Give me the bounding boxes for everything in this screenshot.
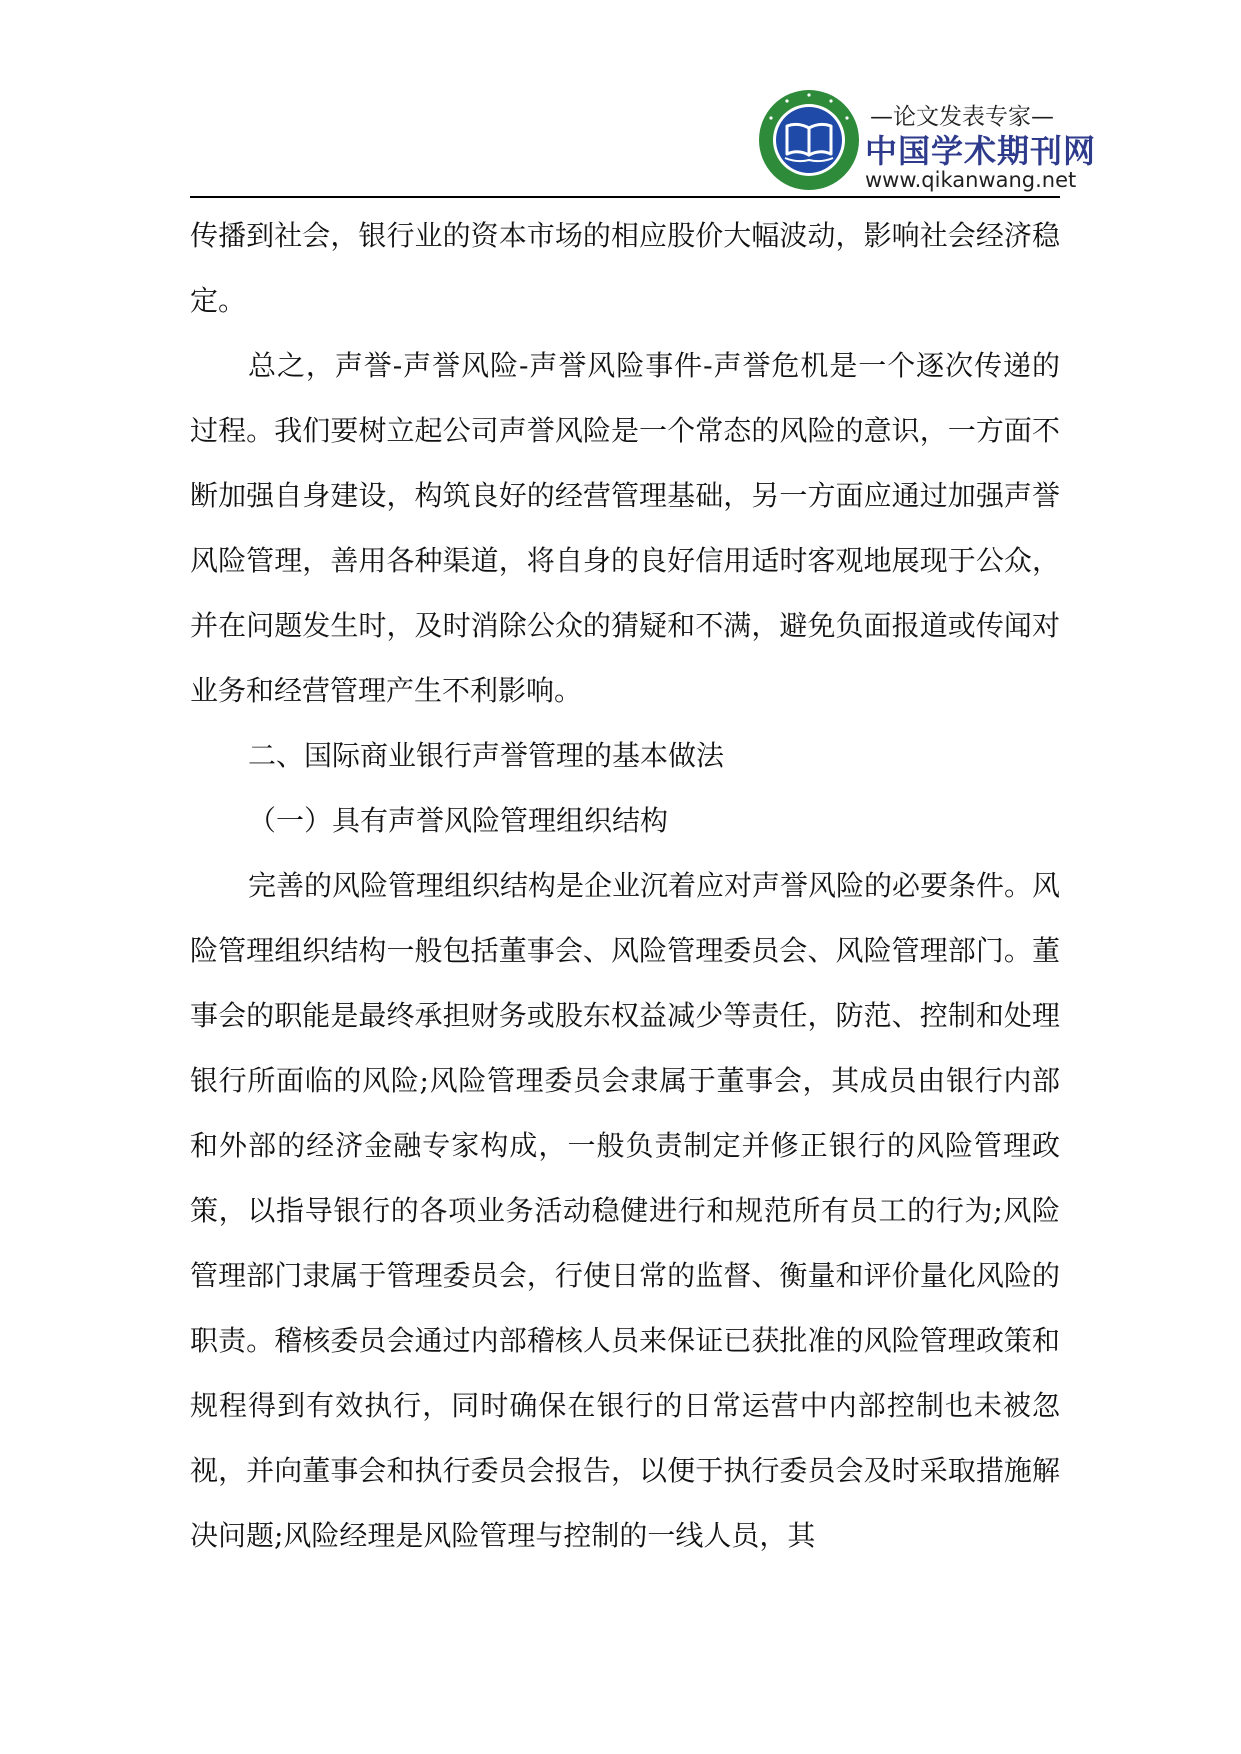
paragraph: 总之，声誉-声誉风险-声誉风险事件-声誉危机是一个逐次传递的过程。我们要树立起公司声誉风险是一个常态的风险的意识，一方面不断加强自身建设，构筑良好的经营管理基础，另一方面应通过加强声誉风险管理，善用各种渠道，将自身的良好信用适时客观地展现于公众，并在问题发生时，及时消除公众的猜疑和不满，避免负面报道或传闻对业务和经营管理产生不利影响。: [190, 349, 1060, 707]
paragraph: 传播到社会，银行业的资本市场的相应股价大幅波动，影响社会经济稳定。: [190, 219, 1060, 317]
header-divider: [190, 196, 1060, 198]
subsection-heading: （一）具有声誉风险管理组织结构: [248, 804, 669, 837]
document-body: [190, 203, 1060, 1568]
journal-seal-logo: [757, 88, 861, 192]
header-logo: [757, 86, 1097, 192]
header-tagline: —论文发表专家—: [870, 104, 1054, 130]
header-brand-name: 中国学术期刊网: [865, 132, 1097, 170]
header-site-url: www.qikanwang.net: [865, 168, 1077, 192]
paragraph: 完善的风险管理组织结构是企业沉着应对声誉风险的必要条件。风险管理组织结构一般包括董事会、风险管理委员会、风险管理部门。董事会的职能是最终承担财务或股东权益减少等责任，防范、控制和处理银行所面临的风险;风险管理委员会隶属于董事会，其成员由银行内部和外部的经济金融专家构成，一般负责制定并修正银行的风险管理政策，以指导银行的各项业务活动稳健进行和规范所有员工的行为;风险管理部门隶属于管理委员会，行使日常的监督、衡量和评价量化风险的职责。稽核委员会通过内部稽核人员来保证已获批准的风险管理政策和规程得到有效执行，同时确保在银行的日常运营中内部控制也未被忽视，并向董事会和执行委员会报告，以便于执行委员会及时采取措施解决问题;风险经理是风险管理与控制的一线人员，其: [190, 869, 1061, 1552]
section-heading: 二、国际商业银行声誉管理的基本做法: [248, 739, 725, 772]
